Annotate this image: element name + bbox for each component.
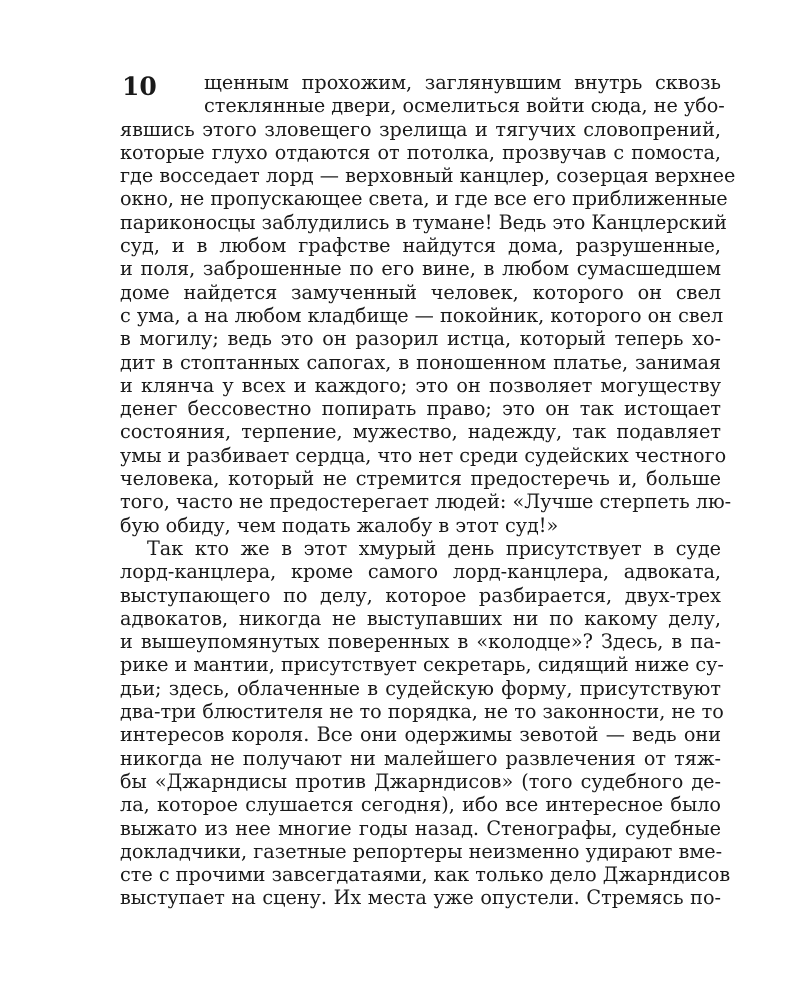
text-line: с ума, а на любом кладбище — покойник, которого он свел <box>120 303 724 327</box>
text-line: два-три блюстителя не то порядка, не то законности, не то <box>120 700 724 724</box>
text-line: денег бессовестно попирать право; это он так истощает <box>120 397 721 421</box>
text-line: докладчики, газетные репортеры неизменно удирают вме- <box>120 839 723 863</box>
text-line: и поля, заброшенные по его вине, в любом сумасшедшем <box>120 257 721 281</box>
text-line: сте с прочими завсегдатаями, как только дело Джарндисов <box>120 863 731 887</box>
text-line: интересов короля. Все они одержимы зевотой — ведь они <box>120 723 721 747</box>
text-line: бы «Джарндисы против Джарндисов» (того судебного де- <box>120 769 721 793</box>
text-line: стеклянные двери, осмелиться войти сюда, не убо- <box>204 94 725 118</box>
text-line: окно, не пропускающее света, и где все его приближенные <box>120 187 728 211</box>
text-line: состояния, терпение, мужество, надежду, так подавляет <box>120 420 721 444</box>
text-line: ла, которое слушается сегодня), ибо все интересное было <box>120 793 721 817</box>
text-line: и клянча у всех и каждого; это он позволяет могуществу <box>120 373 721 397</box>
text-line: человека, который не стремится предостеречь и, больше <box>120 467 721 491</box>
text-line: которые глухо отдаются от потолка, прозвучав с помоста, <box>120 140 721 164</box>
text-line: лорд-канцлера, кроме самого лорд-канцлера, адвоката, <box>120 560 721 584</box>
text-line: выступает на сцену. Их места уже опустели. Стремясь по- <box>120 886 721 910</box>
text-line: адвокатов, никогда не выступавших ни по какому делу, <box>120 606 721 630</box>
text-line: никогда не получают ни малейшего развлечения от тяж- <box>120 746 721 770</box>
body-text <box>120 71 736 910</box>
paragraph-start-line: Так кто же в этот хмурый день присутствует в суде <box>147 536 721 560</box>
text-line: дит в стоптанных сапогах, в поношенном платье, занимая <box>120 350 721 374</box>
text-line: выжато из нее многие годы назад. Стенографы, судебные <box>120 816 721 840</box>
text-line: дьи; здесь, облаченные в судейскую форму, присутствуют <box>120 676 721 700</box>
text-line: суд, и в любом графстве найдутся дома, разрушенные, <box>120 234 721 258</box>
text-line: явшись этого зловещего зрелища и тягучих словопрений, <box>120 117 721 141</box>
text-line: париконосцы заблудились в тумане! Ведь это Канцлерский <box>120 210 727 234</box>
text-line: в могилу; ведь это он разорил истца, который теперь хо- <box>120 327 721 351</box>
text-line: и вышеупомянутых поверенных в «колодце»? Здесь, в па- <box>120 630 721 654</box>
page-number: 10 <box>122 72 157 101</box>
text-line: умы и разбивает сердца, что нет среди судейских честного <box>120 443 727 467</box>
text-line: доме найдется замученный человек, которого он свел <box>120 280 721 304</box>
text-line: щенным прохожим, заглянувшим внутрь сквозь <box>204 71 721 94</box>
text-line: рике и мантии, присутствует секретарь, сидящий ниже су- <box>120 653 724 677</box>
text-line: того, часто не предостерегает людей: «Лучше стерпеть лю- <box>120 490 732 514</box>
text-line: бую обиду, чем подать жалобу в этот суд!» <box>120 513 559 537</box>
text-line: выступающего по делу, которое разбирается, двух-трех <box>120 583 721 607</box>
text-line: где восседает лорд — верховный канцлер, созерцая верхнее <box>120 164 736 188</box>
